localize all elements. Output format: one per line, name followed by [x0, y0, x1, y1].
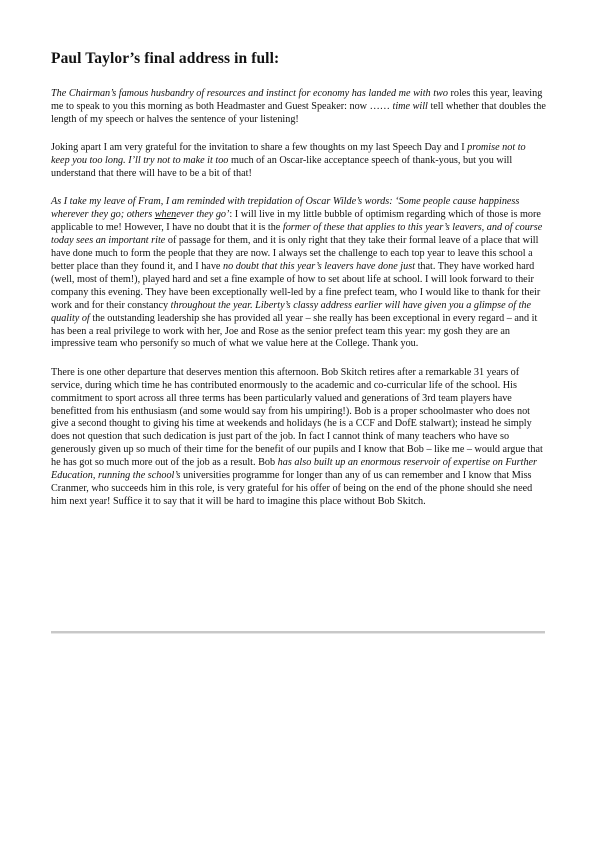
document-body: [51, 50, 546, 524]
text-run: of passage for them, and it is only right that they take their formal leave of a place that will have done much to form the people that they are now. I always set the challenge to each top year to leave this school a better place than they found it, and I have: [51, 235, 539, 272]
paragraph-bob-skitch: [51, 367, 546, 509]
text-run: much of an Oscar-like acceptance speech of thank-yous, but you will understand that there will have to be a bit of that!: [51, 155, 513, 180]
text-run: : I will live in my little bubble of optimism regarding which of those is more applicable to me! However, I have no doubt that it is the: [51, 209, 541, 234]
paragraph-gratitude: [51, 142, 546, 181]
text-run: tell whether that doubles the length of my speech or halves the sentence of your listening!: [51, 100, 546, 125]
text-run: that. They have worked hard (well, most of them!), played hard and set a fine example of how to set about life at school. I will look forward to their company this evening. They have been exceptionally well-led by a fine prefect team, who I would like to thank for their work and for their constancy: [51, 260, 541, 311]
italic-run: throughout the year. Liberty’s classy address earlier will have given you a glimpse of the quality of: [51, 299, 532, 324]
italic-run: has also built up an enormous reservoir of expertise on Further Education, running the school’s: [51, 457, 538, 482]
underlined-run: when: [154, 209, 177, 221]
italic-run: As I take my leave of Fram, I am reminded with trepidation of Oscar Wilde’s words: ‘Some people cause happiness wherever they go; others: [51, 196, 520, 221]
italic-run: promise not to keep you too long. I’ll try not to make it too: [51, 142, 526, 167]
horizontal-rule: [51, 631, 545, 634]
italic-run: The Chairman’s famous husbandry of resources and instinct for economy has landed me with two: [51, 88, 448, 99]
text-run: universities programme for longer than any of us can remember and I know that Miss Cranmer, who succeeds him in this role, is very grateful for his offer of being on the end of the phone should she need him next year! Suffice it to say that it will be hard to imagine this place without Bob Skitch.: [51, 470, 533, 507]
text-run: roles this year, leaving me to speak to you this morning as both Headmaster and Guest Speaker: now ……: [51, 88, 543, 112]
text-run: Joking apart I am very grateful for the invitation to share a few thoughts on my last Speech Day and I: [51, 142, 468, 154]
italic-run: former of these that applies to this year’s leavers, and of course today sees an important rite: [51, 222, 543, 247]
italic-run: time will: [392, 100, 428, 112]
text-run: There is one other departure that deserves mention this afternoon. Bob Skitch retires after a remarkable 31 years of service, during which time he has contributed enormously to the academic and co-curricular life of the school. His commitment to sport across all three terms has been particularly valued and generations of 3rd team players have benefitted from his enthusiasm (and some would say from his umpiring!). Bob is a proper schoolmaster who does not give a second thought to giving his time at weekends and holidays (he is a CCF and DofE stalwart); instead he simply does not question that such dedication is just part of the job. In fact I cannot think of many teachers who have so generously given up so much of their time for the benefit of our pupils and I know that Bob – like me – would argue that he has got so much more out of the job as a result. Bob: [51, 366, 543, 469]
italic-run: ever they go’: [176, 209, 230, 221]
paragraph-intro: [51, 88, 546, 127]
italic-run: no doubt that this year’s leavers have done just: [223, 260, 416, 272]
page-title: Paul Taylor’s final address in full:: [51, 50, 280, 67]
paragraph-leavers: [51, 196, 546, 351]
text-run: the outstanding leadership she has provided all year – she really has been exceptional in every regard – and it has been a real privilege to work with her, Joe and Rose as the senior prefect team this year: my gosh they are an impressive team who personify so much of what we value here at the College. Thank you.: [51, 312, 538, 350]
